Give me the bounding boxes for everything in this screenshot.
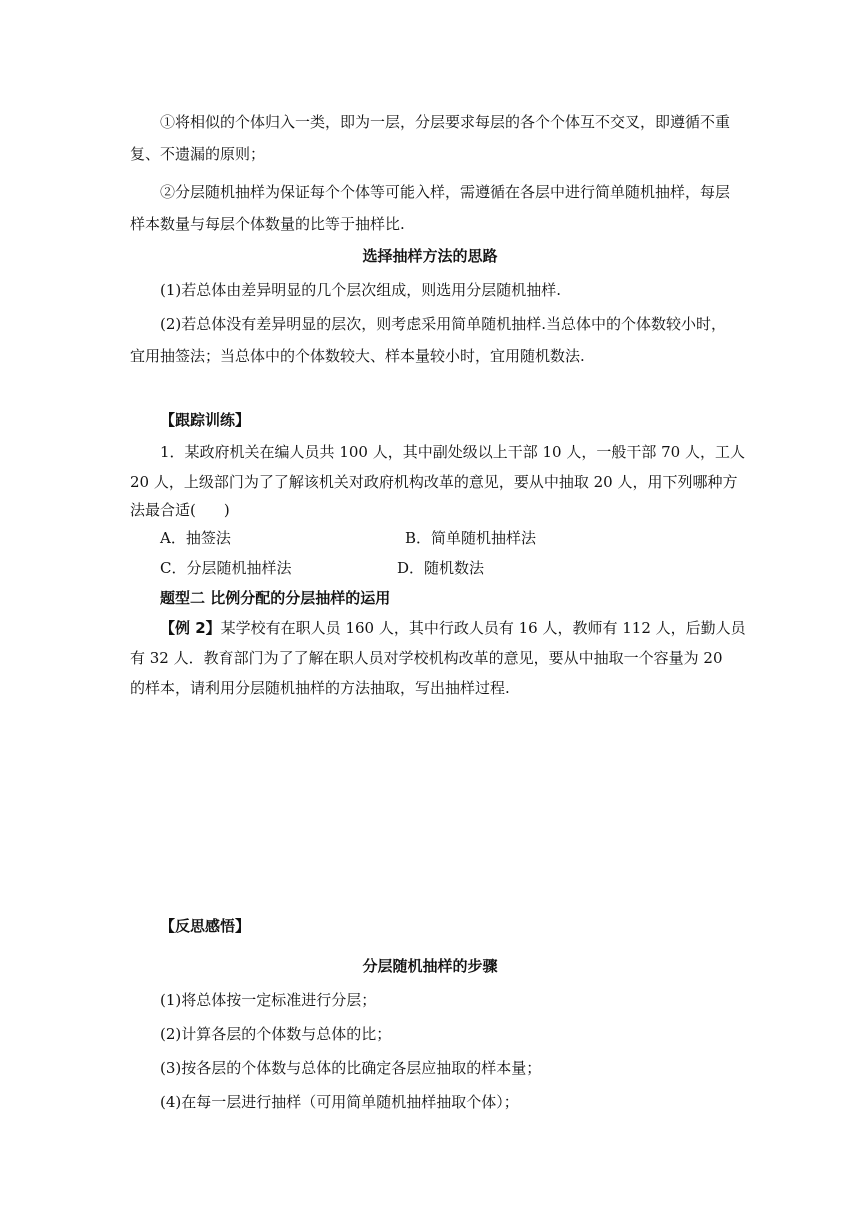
- option-d: D．随机数法: [397, 559, 485, 577]
- step-4: (4)在每一层进行抽样（可用简单随机抽样抽取个体）；: [160, 1093, 519, 1111]
- step-3: (3)按各层的个体数与总体的比确定各层应抽取的样本量；: [160, 1059, 542, 1077]
- step-1: (1)将总体按一定标准进行分层；: [160, 991, 377, 1009]
- example-2-label: 【例 2】: [160, 619, 221, 637]
- question-1-stem-end: 法最合适(: [130, 501, 196, 519]
- paragraph-2-line-2: 样本数量与每层个体数量的比等于抽样比.: [130, 215, 405, 233]
- example-2-text-1: 某学校有在职人员 160 人，其中行政人员有 16 人，教师有 112 人，后勤人员: [220, 619, 746, 637]
- paragraph-1-line-1: ①将相似的个体归入一类，即为一层，分层要求每层的各个个体互不交叉，即遵循不重: [160, 113, 731, 131]
- example-2-line-3: 的样本，请利用分层随机抽样的方法抽取，写出抽样过程.: [130, 679, 510, 697]
- question-1-line-1: 1．某政府机关在编人员共 100 人，其中副处级以上干部 10 人，一般干部 70 人，工人: [160, 443, 745, 461]
- example-2-line-2: 有 32 人．教育部门为了了解在职人员对学校机构改革的意见，要从中抽取一个容量为 20: [130, 649, 723, 667]
- paragraph-2-line-1: ②分层随机抽样为保证每个个体等可能入样，需遵循在各层中进行简单随机抽样，每层: [160, 183, 731, 201]
- step-2: (2)计算各层的个体数与总体的比；: [160, 1025, 392, 1043]
- option-a: A．抽签法: [160, 529, 231, 547]
- option-c: C．分层随机抽样法: [160, 559, 292, 577]
- question-1-close-paren: ): [223, 501, 230, 519]
- training-heading: 【跟踪训练】: [160, 411, 251, 429]
- method-heading: 选择抽样方法的思路: [362, 247, 498, 265]
- method-item-2-line-1: (2)若总体没有差异明显的层次，则考虑采用简单随机抽样.当总体中的个体数较小时，: [160, 315, 727, 333]
- question-1-line-3: [130, 500, 230, 520]
- option-b: B．简单随机抽样法: [405, 529, 537, 547]
- reflection-heading: 【反思感悟】: [160, 917, 251, 935]
- paragraph-1-line-2: 复、不遗漏的原则；: [130, 145, 266, 163]
- question-1-line-2: 20 人，上级部门为了了解该机关对政府机构改革的意见，要从中抽取 20 人，用下列哪种方: [130, 473, 738, 491]
- steps-subheading: 分层随机抽样的步骤: [362, 957, 498, 975]
- method-item-1: (1)若总体由差异明显的几个层次组成，则选用分层随机抽样.: [160, 281, 562, 299]
- topic-2-heading: 题型二 比例分配的分层抽样的运用: [160, 589, 391, 607]
- method-item-2-line-2: 宜用抽签法；当总体中的个体数较大、样本量较小时，宜用随机数法.: [130, 347, 585, 365]
- example-2-line-1: [160, 618, 746, 638]
